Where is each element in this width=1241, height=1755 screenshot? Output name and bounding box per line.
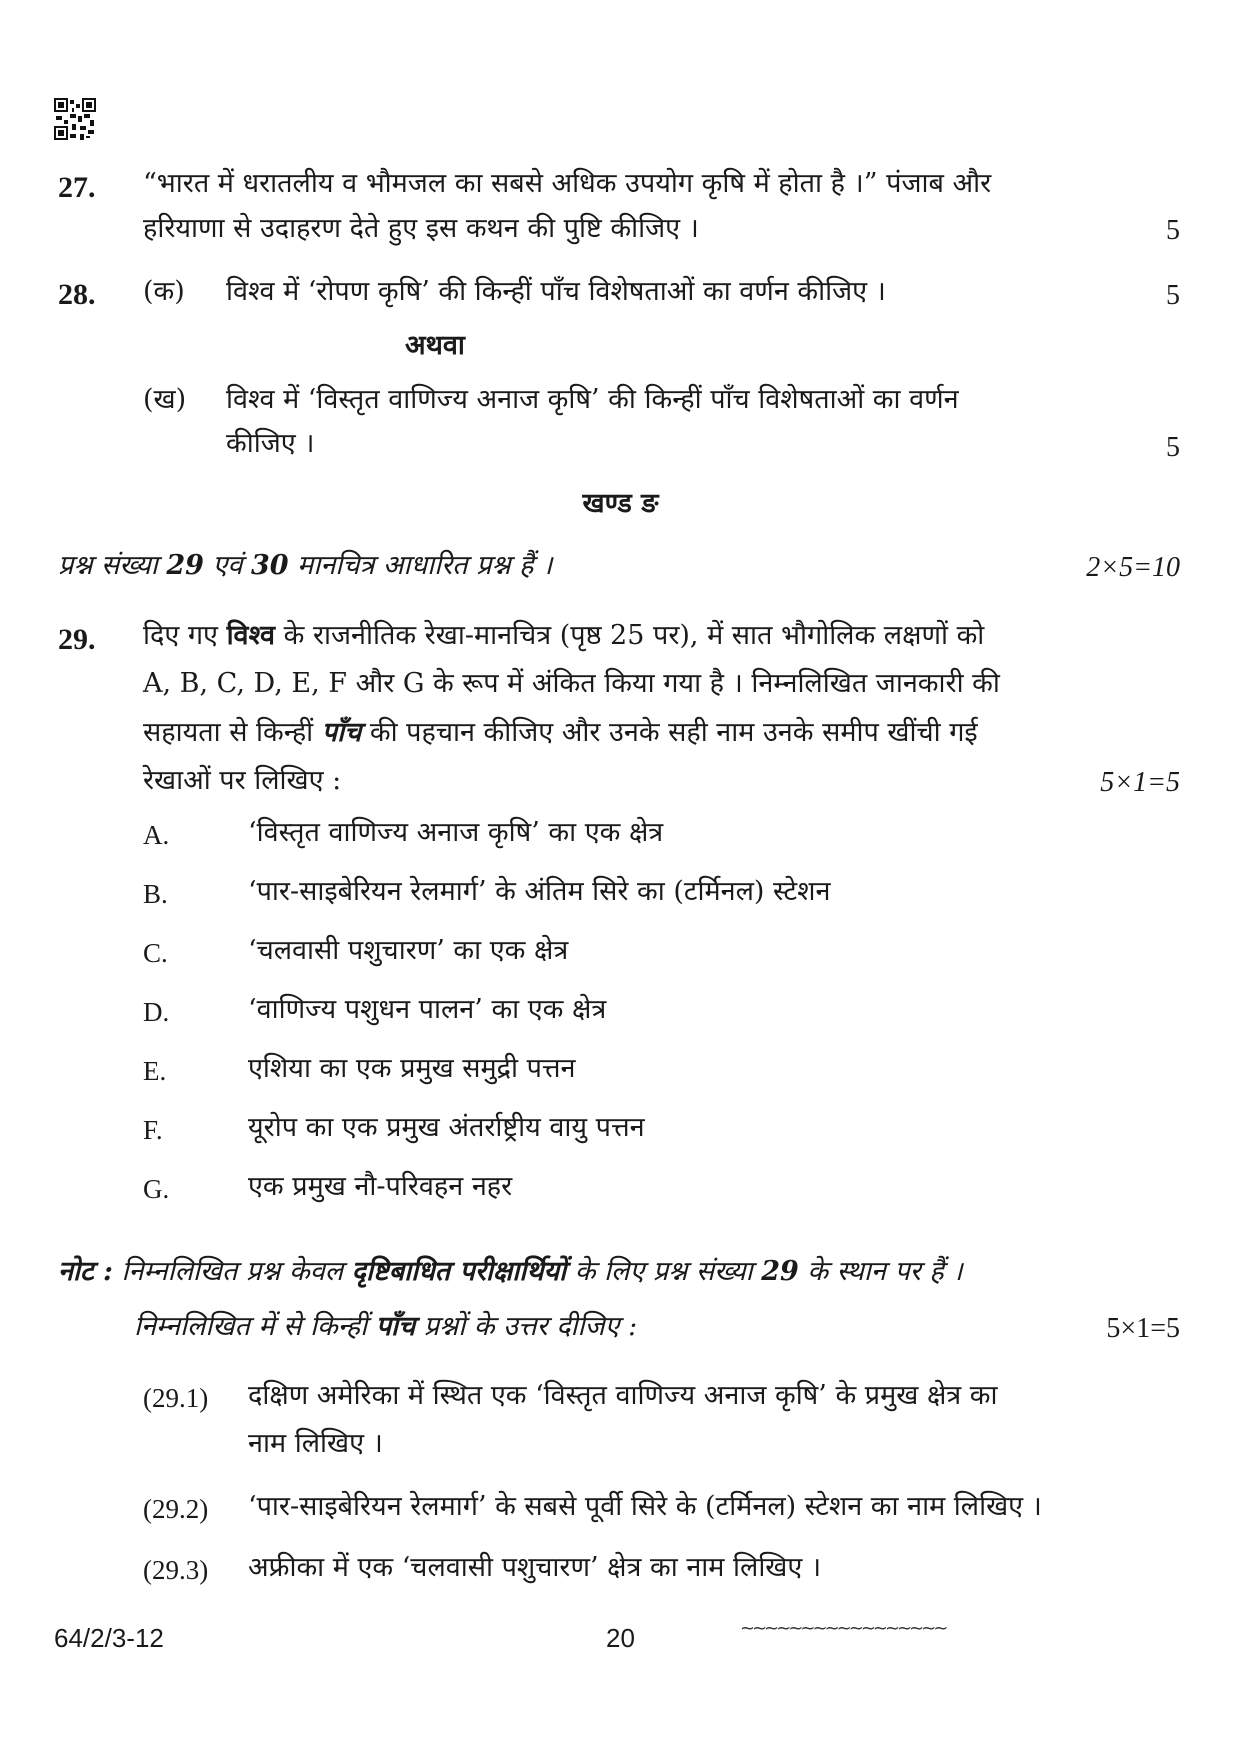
subquestion-label: (29.3) [143, 1555, 209, 1585]
marks: 2×5=10 [1086, 552, 1180, 583]
note-line: नोट : निम्नलिखित प्रश्न केवल दृष्टिबाधित परीक्षार्थियों के लिए प्रश्न संख्या 29 के स्थान पर हैं । [58, 1256, 963, 1287]
question-text: रेखाओं पर लिखिए : [143, 765, 342, 796]
list-item: ‘पार-साइबेरियन रेलमार्ग’ के अंतिम सिरे का (टर्मिनल) स्टेशन [248, 876, 831, 907]
subquestion-label: (29.2) [143, 1494, 209, 1524]
subquestion-label: (29.1) [143, 1383, 209, 1413]
list-item-letter: G. [143, 1174, 170, 1204]
list-item-letter: A. [143, 820, 170, 850]
list-item-letter: F. [143, 1115, 163, 1145]
section-title: खण्ड ङ [582, 488, 659, 519]
question-number: 27. [58, 171, 96, 204]
wave-line: ~~~~~~~~~~~~~~~~~ [740, 1618, 946, 1639]
question-number: 28. [58, 278, 96, 311]
subquestion-text: दक्षिण अमेरिका में स्थित एक ‘विस्तृत वाणिज्य अनाज कृषि’ के प्रमुख क्षेत्र का [248, 1380, 998, 1411]
list-item-letter: E. [143, 1056, 167, 1086]
marks: 5 [1166, 215, 1180, 246]
marks: 5×1=5 [1106, 1313, 1180, 1344]
option-label: (ख) [143, 384, 187, 415]
list-item: ‘विस्तृत वाणिज्य अनाज कृषि’ का एक क्षेत्र [248, 817, 664, 848]
list-item-letter: C. [143, 938, 168, 968]
option-label: (क) [143, 276, 185, 307]
note-line: निम्नलिखित में से किन्हीं पाँच प्रश्नों के उत्तर दीजिए : [134, 1311, 638, 1342]
paper-code: 64/2/3-12 [54, 1623, 164, 1653]
qr-code-icon [54, 98, 96, 140]
question-text: विश्व में ‘विस्तृत वाणिज्य अनाज कृषि’ की किन्हीं पाँच विशेषताओं का वर्णन [226, 384, 959, 415]
question-text: “भारत में धरातलीय व भौमजल का सबसे अधिक उपयोग कृषि में होता है ।” पंजाब और [143, 168, 992, 199]
list-item: ‘वाणिज्य पशुधन पालन’ का एक क्षेत्र [248, 994, 607, 1025]
subquestion-text: नाम लिखिए । [248, 1428, 383, 1459]
question-text: हरियाणा से उदाहरण देते हुए इस कथन की पुष्टि कीजिए । [143, 213, 699, 244]
list-item: एक प्रमुख नौ-परिवहन नहर [248, 1171, 513, 1202]
subquestion-text: अफ्रीका में एक ‘चलवासी पशुचारण’ क्षेत्र का नाम लिखिए । [248, 1552, 822, 1583]
question-text: सहायता से किन्हीं पाँच की पहचान कीजिए और उनके सही नाम उनके समीप खींची गई [143, 717, 978, 748]
question-text: कीजिए । [226, 428, 315, 459]
or-label: अथवा [405, 330, 465, 361]
section-instruction: प्रश्न संख्या 29 एवं 30 मानचित्र आधारित प्रश्न हैं । [58, 550, 553, 581]
list-item-letter: D. [143, 997, 170, 1027]
list-item: ‘चलवासी पशुचारण’ का एक क्षेत्र [248, 935, 569, 966]
question-text: विश्व में ‘रोपण कृषि’ की किन्हीं पाँच विशेषताओं का वर्णन कीजिए । [226, 276, 886, 307]
page-number: 20 [606, 1623, 635, 1653]
list-item: यूरोप का एक प्रमुख अंतर्राष्ट्रीय वायु पत्तन [248, 1112, 645, 1143]
question-text: दिए गए विश्व के राजनीतिक रेखा-मानचित्र (पृष्ठ 25 पर), में सात भौगोलिक लक्षणों को [143, 620, 985, 651]
list-item-letter: B. [143, 879, 168, 909]
marks: 5 [1166, 280, 1180, 311]
subquestion-text: ‘पार-साइबेरियन रेलमार्ग’ के सबसे पूर्वी सिरे के (टर्मिनल) स्टेशन का नाम लिखिए । [248, 1491, 1042, 1522]
question-text: A, B, C, D, E, F और G के रूप में अंकित किया गया है । निम्नलिखित जानकारी की [143, 668, 1000, 699]
marks: 5×1=5 [1100, 767, 1180, 798]
marks: 5 [1166, 432, 1180, 463]
question-number: 29. [58, 623, 96, 656]
list-item: एशिया का एक प्रमुख समुद्री पत्तन [248, 1053, 576, 1084]
